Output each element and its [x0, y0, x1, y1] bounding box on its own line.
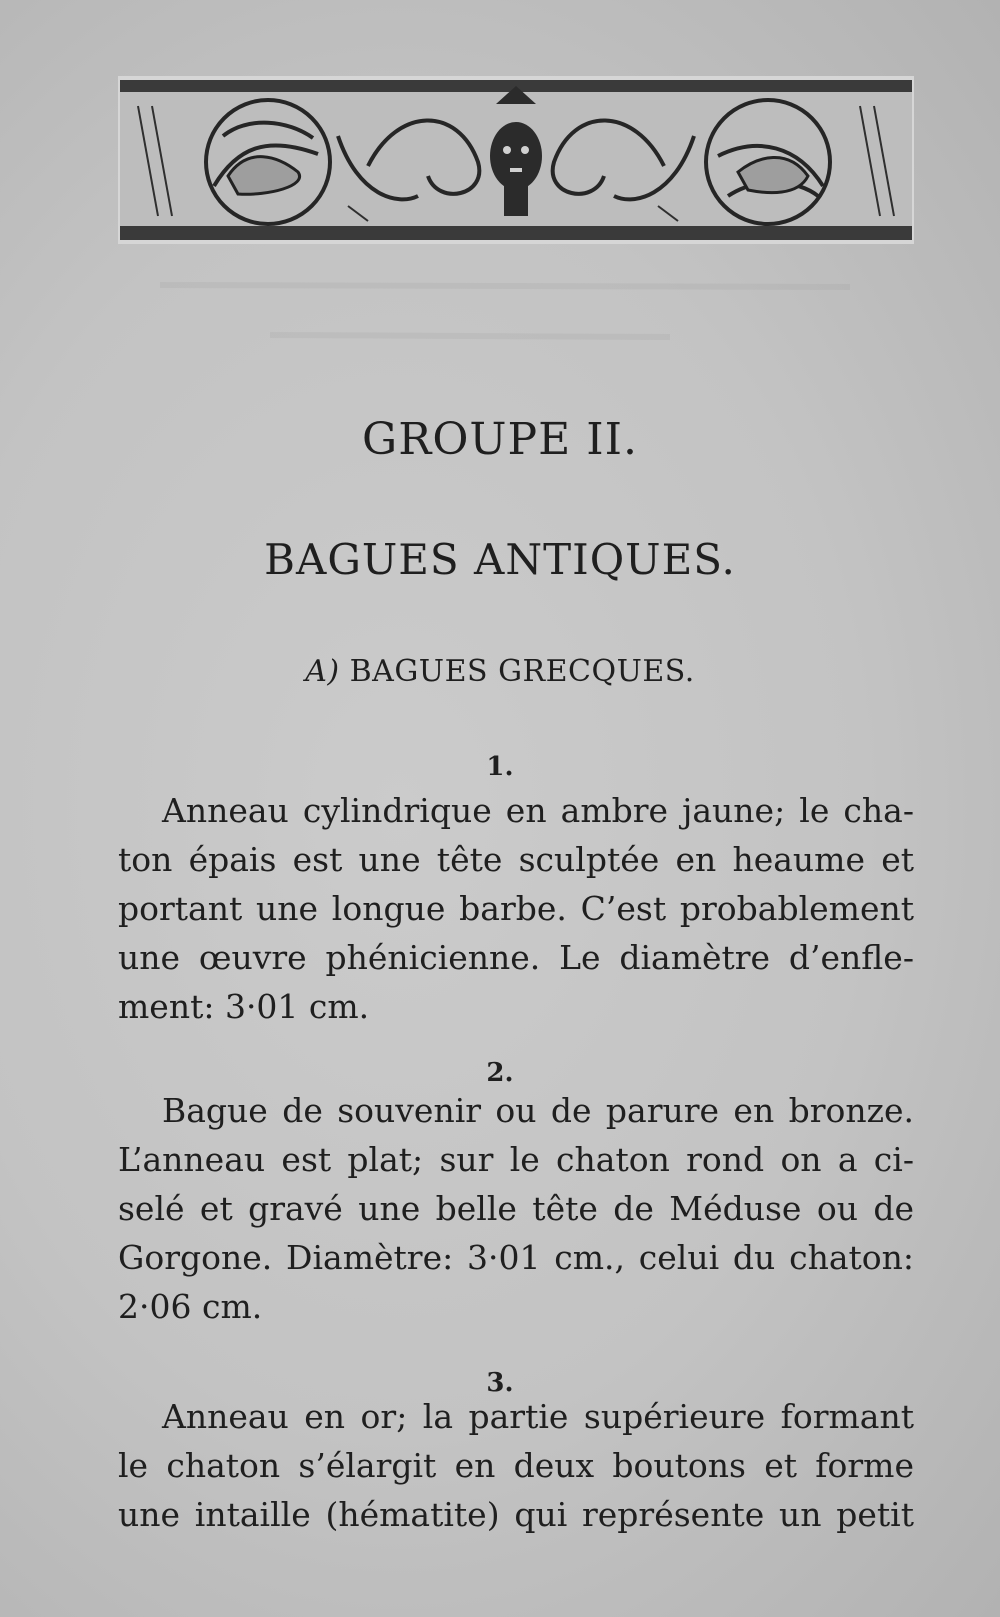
entry-number: 2. — [486, 1058, 514, 1088]
entry-number: 1. — [486, 752, 514, 782]
group-title: GROUPE II. — [362, 414, 638, 465]
text-line: L’anneau est plat; sur le chaton rond on a ci- — [118, 1140, 914, 1179]
text-line: Anneau cylindrique en ambre jaune; le cha- — [162, 791, 914, 830]
show-through-ghost-strokes — [150, 265, 870, 355]
text-line: 2·06 cm. — [118, 1287, 263, 1326]
ornamental-header-band — [118, 76, 914, 244]
show-through-ghost — [150, 265, 870, 355]
entry-number: 3. — [486, 1368, 514, 1398]
text-line: Anneau en or; la partie supérieure formant — [162, 1397, 914, 1436]
subsection-prefix: A) — [305, 654, 340, 689]
text-line: portant une longue barbe. C’est probablement — [118, 889, 914, 928]
entry-paragraph — [118, 786, 914, 1031]
text-line: Bague de souvenir ou de parure en bronze. — [162, 1091, 914, 1130]
text-line: une intaille (hématite) qui représente un petit — [118, 1495, 914, 1534]
text-line: selé et gravé une belle tête de Méduse ou de — [118, 1189, 914, 1228]
section-title: BAGUES ANTIQUES. — [264, 535, 736, 584]
subsection-label: BAGUES GRECQUES. — [349, 654, 695, 689]
text-line: le chaton s’élargit en deux boutons et forme — [118, 1446, 914, 1485]
subsection-title — [0, 654, 1000, 689]
entry-paragraph — [118, 1392, 914, 1539]
text-line: ton épais est une tête sculptée en heaume et — [118, 840, 914, 879]
text-line: Gorgone. Diamètre: 3·01 cm., celui du chaton: — [118, 1238, 914, 1277]
text-line: ment: 3·01 cm. — [118, 987, 370, 1026]
text-line: une œuvre phénicienne. Le diamètre d’enfle- — [118, 938, 914, 977]
entry-paragraph — [118, 1086, 914, 1331]
